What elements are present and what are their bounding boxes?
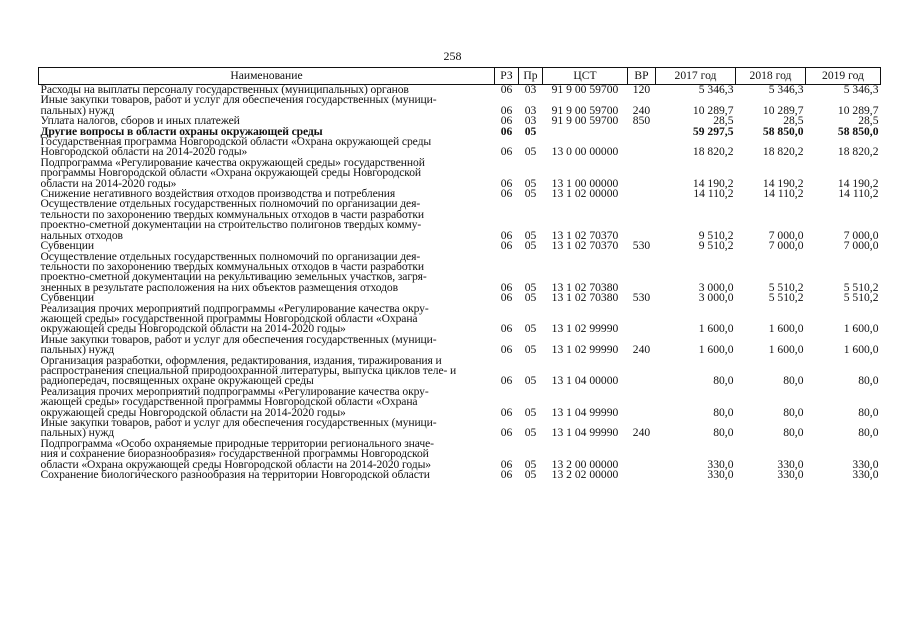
row-pr	[519, 304, 543, 335]
row-rz-text: 06	[500, 322, 513, 336]
row-rz-text: 06	[500, 374, 513, 388]
row-rz-text: 06	[500, 405, 513, 419]
row-vr-text: 120	[632, 83, 651, 96]
row-cst-text: 13 1 02 70380	[551, 280, 619, 294]
row-value-2018-text: 14 110,2	[763, 187, 804, 201]
row-pr	[519, 137, 543, 158]
row-value-2017	[656, 439, 736, 470]
row-name-text: Осуществление отдельных государственных полномочий по организации дея- тельности по захоронению твердых коммунальных отходов в части разработки проектно-сметной документации на строительство полигонов твердых комму- нальных отходов	[40, 197, 425, 242]
row-pr-text: 05	[524, 145, 537, 159]
header-cst: ЦСТ	[543, 68, 628, 85]
row-name-text: Иные закупки товаров, работ и услуг для обеспечения государственных (муници- пальных) нужд	[40, 416, 437, 440]
row-name	[39, 95, 495, 116]
table-row	[39, 418, 881, 439]
row-value-2019-text: 14 190,2	[837, 176, 879, 190]
table-row	[39, 199, 881, 241]
row-cst	[543, 335, 628, 356]
row-value-2018-text: 1 600,0	[768, 343, 804, 357]
row-value-2018-text: 10 289,7	[762, 103, 804, 117]
row-pr	[519, 356, 543, 387]
row-value-2018-text: 80,0	[783, 405, 804, 419]
row-value-2017-text: 14 190,2	[692, 176, 734, 190]
row-vr	[628, 158, 656, 189]
table-row	[39, 335, 881, 356]
row-vr-text: 240	[632, 426, 651, 440]
row-pr-text: 05	[524, 280, 537, 294]
row-value-2017	[656, 85, 736, 96]
row-rz	[495, 470, 519, 480]
row-value-2019	[806, 293, 881, 303]
row-value-2017	[656, 158, 736, 189]
row-rz	[495, 293, 519, 303]
row-name-text: Подпрограмма «Особо охраняемые природные территории регионального значе- ния и сохранение биоразнообразия» государственной программы Новгородской области «Охрана окружающей среды Новгородской области на 2014-2020 годы»	[40, 436, 434, 471]
row-cst-text: 13 1 02 70370	[551, 228, 619, 242]
header-vr: ВР	[628, 68, 656, 85]
row-value-2017-text: 18 820,2	[692, 145, 734, 159]
row-cst-text: 13 2 00 00000	[551, 457, 619, 471]
row-value-2018-text: 330,0	[777, 457, 804, 471]
row-value-2018-text: 28,5	[783, 114, 804, 128]
row-value-2019	[806, 470, 881, 480]
row-pr-text: 05	[524, 322, 537, 336]
row-value-2019-text: 5 510,2	[843, 291, 879, 305]
row-vr	[628, 418, 656, 439]
row-value-2019	[806, 241, 881, 251]
row-rz-text: 06	[500, 103, 513, 117]
row-cst	[543, 199, 628, 241]
row-pr	[519, 124, 543, 138]
row-name	[39, 137, 495, 158]
row-value-2017-text: 14 110,2	[693, 187, 734, 201]
row-value-2017-text: 80,0	[713, 426, 734, 440]
row-pr	[519, 189, 543, 199]
row-value-2017-text: 9 510,2	[698, 239, 734, 253]
row-value-2018-text: 7 000,0	[768, 228, 804, 242]
row-name	[39, 199, 495, 241]
header-pr: Пр	[519, 68, 543, 85]
row-rz-text: 06	[500, 280, 513, 294]
row-rz	[495, 199, 519, 241]
row-pr-text: 05	[524, 124, 537, 138]
row-name-text: Осуществление отдельных государственных полномочий по организации дея- тельности по захоронению твердых коммунальных отходов в части разработки проектно-сметной документации на рекультивацию земельных участков, загря- зненных в результате расположения на них объектов размещения отходов	[40, 249, 427, 294]
row-value-2017	[656, 387, 736, 418]
row-name	[39, 353, 495, 388]
row-pr-text: 05	[524, 374, 537, 388]
row-pr	[519, 252, 543, 294]
row-value-2017	[656, 293, 736, 303]
row-value-2018-text: 58 850,0	[762, 124, 804, 138]
row-rz-text: 06	[500, 114, 513, 128]
row-value-2018-text: 14 190,2	[762, 176, 804, 190]
row-value-2019	[806, 439, 881, 470]
table-row	[39, 470, 881, 480]
row-value-2019-text: 10 289,7	[837, 103, 879, 117]
row-value-2018	[736, 85, 806, 96]
row-name-text: Расходы на выплаты персоналу государственных (муниципальных) органов	[40, 83, 409, 96]
row-cst-text: 13 1 04 00000	[551, 374, 619, 388]
row-cst-text: 13 1 04 99990	[551, 405, 619, 419]
row-rz	[495, 158, 519, 189]
row-value-2018	[736, 124, 806, 138]
row-cst-text: 91 9 00 59700	[551, 114, 619, 128]
row-pr	[519, 335, 543, 356]
row-value-2018	[736, 241, 806, 251]
row-cst-text: 91 9 00 59700	[551, 103, 619, 117]
row-cst	[543, 95, 628, 116]
row-cst-text: 13 1 00 00000	[551, 176, 619, 190]
row-value-2017-text: 10 289,7	[692, 103, 734, 117]
row-name-text: Субвенции	[40, 239, 94, 253]
row-value-2019	[806, 124, 881, 138]
row-value-2019-text: 5 510,2	[843, 280, 879, 294]
row-pr	[519, 241, 543, 251]
row-cst	[543, 189, 628, 199]
row-rz	[495, 356, 519, 387]
row-name-text: Другие вопросы в области охраны окружающей среды	[40, 124, 323, 138]
row-rz	[495, 418, 519, 439]
row-value-2018	[736, 293, 806, 303]
row-cst	[543, 158, 628, 189]
row-value-2019-text: 7 000,0	[843, 228, 879, 242]
table-row	[39, 439, 881, 470]
row-rz-text: 06	[500, 124, 513, 138]
row-rz	[495, 241, 519, 251]
row-pr	[519, 95, 543, 116]
row-pr	[519, 85, 543, 96]
header-name: Наименование	[39, 68, 495, 85]
row-value-2017-text: 9 510,2	[698, 228, 734, 242]
row-pr-text: 05	[524, 426, 537, 440]
row-cst-text: 13 1 02 70370	[551, 239, 619, 253]
row-rz-text: 06	[500, 468, 513, 482]
row-name	[39, 470, 495, 480]
row-value-2018	[736, 335, 806, 356]
row-rz	[495, 439, 519, 470]
row-pr-text: 05	[524, 176, 537, 190]
row-vr-text: 240	[632, 343, 651, 357]
row-cst	[543, 356, 628, 387]
row-value-2017-text: 330,0	[707, 457, 734, 471]
row-value-2018	[736, 418, 806, 439]
row-value-2018-text: 18 820,2	[762, 145, 804, 159]
row-name-text: Сохранение биологического разнообразия на территории Новгородской области	[40, 468, 430, 482]
row-name-text: Реализация прочих мероприятий подпрограммы «Регулирование качества окру- жающей среды» государственной программы Новгородской области «Охрана окружающей среды Новгородской области на 2014-2020 годы»	[40, 301, 429, 336]
row-value-2017	[656, 241, 736, 251]
row-value-2019	[806, 356, 881, 387]
row-name	[39, 436, 495, 471]
row-name	[39, 384, 495, 419]
row-value-2018	[736, 189, 806, 199]
budget-table	[38, 67, 881, 480]
row-value-2018-text: 7 000,0	[768, 239, 804, 253]
row-value-2018-text: 80,0	[783, 374, 804, 388]
header-rz: РЗ	[495, 68, 519, 85]
row-pr-text: 05	[524, 228, 537, 242]
row-vr	[628, 137, 656, 158]
row-pr-text: 05	[524, 405, 537, 419]
row-vr	[628, 189, 656, 199]
row-value-2017	[656, 470, 736, 480]
row-pr-text: 03	[524, 103, 537, 117]
row-cst	[543, 387, 628, 418]
row-vr	[628, 116, 656, 126]
table-row	[39, 95, 881, 116]
row-rz-text: 06	[500, 343, 513, 357]
row-cst	[543, 439, 628, 470]
row-name-text: Уплата налогов, сборов и иных платежей	[40, 114, 240, 128]
row-pr	[519, 387, 543, 418]
table-row	[39, 304, 881, 335]
row-vr	[628, 252, 656, 294]
row-name-text: Иные закупки товаров, работ и услуг для обеспечения государственных (муници- пальных) нужд	[40, 93, 437, 117]
row-value-2018	[736, 252, 806, 294]
row-rz-text: 06	[500, 145, 513, 159]
row-value-2018-text: 5 510,2	[768, 280, 804, 294]
row-vr	[628, 335, 656, 356]
row-value-2019	[806, 387, 881, 418]
row-rz-text: 06	[500, 83, 513, 96]
row-name-text: Субвенции	[40, 291, 94, 305]
row-value-2017-text: 80,0	[713, 374, 734, 388]
row-rz-text: 06	[500, 291, 513, 305]
header-2019: 2019 год	[806, 68, 881, 85]
row-value-2018-text: 5 346,3	[768, 83, 804, 96]
row-value-2018-text: 1 600,0	[768, 322, 804, 336]
row-pr	[519, 293, 543, 303]
row-vr-text: 850	[632, 114, 651, 128]
row-vr-text: 530	[632, 291, 651, 305]
row-rz-text: 06	[500, 176, 513, 190]
row-vr-text: 530	[632, 239, 651, 253]
row-value-2017	[656, 418, 736, 439]
row-cst	[543, 127, 628, 137]
row-value-2019	[806, 85, 881, 96]
row-value-2019	[806, 95, 881, 116]
row-value-2018-text: 330,0	[777, 468, 804, 482]
header-2018: 2018 год	[736, 68, 806, 85]
row-vr	[628, 356, 656, 387]
row-pr	[519, 470, 543, 480]
row-pr-text: 03	[524, 83, 537, 96]
row-value-2017-text: 3 000,0	[698, 280, 734, 294]
row-value-2019-text: 28,5	[858, 114, 879, 128]
row-value-2017-text: 5 346,3	[698, 83, 734, 96]
row-value-2017-text: 1 600,0	[698, 322, 734, 336]
row-cst	[543, 293, 628, 303]
row-value-2017	[656, 304, 736, 335]
row-cst-text: 13 1 04 99990	[551, 426, 619, 440]
row-pr	[519, 158, 543, 189]
row-value-2018	[736, 387, 806, 418]
row-vr	[628, 439, 656, 470]
row-value-2019	[806, 189, 881, 199]
row-vr	[628, 85, 656, 96]
row-value-2019	[806, 418, 881, 439]
row-name	[39, 301, 495, 336]
row-name	[39, 155, 495, 190]
row-value-2018	[736, 439, 806, 470]
row-rz	[495, 387, 519, 418]
row-rz	[495, 304, 519, 335]
row-value-2017	[656, 95, 736, 116]
table-row	[39, 158, 881, 189]
row-pr-text: 05	[524, 187, 537, 201]
row-cst	[543, 304, 628, 335]
row-vr	[628, 127, 656, 137]
row-value-2019	[806, 137, 881, 158]
row-value-2018	[736, 356, 806, 387]
row-value-2019	[806, 304, 881, 335]
row-pr-text: 05	[524, 343, 537, 357]
row-value-2019	[806, 199, 881, 241]
row-vr-text: 240	[632, 103, 651, 117]
row-vr	[628, 304, 656, 335]
row-value-2019-text: 80,0	[858, 426, 879, 440]
row-name-text: Подпрограмма «Регулирование качества окружающей среды» государственной программы Новгородской области «Охрана окружающей среды Новгородской области на 2014-2020 годы»	[40, 155, 425, 190]
row-value-2019-text: 58 850,0	[837, 124, 879, 138]
table-row	[39, 252, 881, 294]
row-rz-text: 06	[500, 239, 513, 253]
row-value-2018	[736, 95, 806, 116]
row-value-2018	[736, 199, 806, 241]
row-value-2017-text: 59 297,5	[692, 124, 734, 138]
row-pr-text: 05	[524, 457, 537, 471]
row-value-2017-text: 28,5	[713, 114, 734, 128]
row-cst	[543, 116, 628, 126]
row-value-2019	[806, 335, 881, 356]
table-header-row	[39, 68, 881, 85]
row-value-2018	[736, 158, 806, 189]
row-rz	[495, 252, 519, 294]
row-vr	[628, 199, 656, 241]
row-value-2019-text: 80,0	[858, 405, 879, 419]
row-value-2019-text: 1 600,0	[843, 322, 879, 336]
row-value-2017	[656, 356, 736, 387]
row-value-2017	[656, 137, 736, 158]
row-rz	[495, 85, 519, 96]
row-cst-text: 13 1 02 70380	[551, 291, 619, 305]
row-value-2017	[656, 335, 736, 356]
table-row	[39, 137, 881, 158]
row-vr	[628, 241, 656, 251]
row-value-2018	[736, 137, 806, 158]
row-rz	[495, 124, 519, 138]
row-value-2019-text: 5 346,3	[843, 83, 879, 96]
row-value-2019-text: 1 600,0	[843, 343, 879, 357]
row-value-2018	[736, 470, 806, 480]
row-cst-text: 13 1 02 00000	[551, 187, 619, 201]
row-rz	[495, 335, 519, 356]
row-value-2019-text: 330,0	[852, 457, 879, 471]
header-2017: 2017 год	[656, 68, 736, 85]
page-number: 258	[443, 49, 462, 63]
row-vr	[628, 293, 656, 303]
row-value-2019-text: 14 110,2	[838, 187, 879, 201]
row-cst	[543, 252, 628, 294]
row-value-2017	[656, 189, 736, 199]
row-value-2018	[736, 304, 806, 335]
row-value-2018-text: 5 510,2	[768, 291, 804, 305]
row-pr-text: 05	[524, 291, 537, 305]
row-rz-text: 06	[500, 426, 513, 440]
row-cst-text: 13 1 02 99990	[551, 322, 619, 336]
row-name-text: Реализация прочих мероприятий подпрограммы «Регулирование качества окру- жающей среды» государственной программы Новгородской области «Охрана окружающей среды Новгородской области на 2014-2020 годы»	[40, 384, 429, 419]
row-name-text: Иные закупки товаров, работ и услуг для обеспечения государственных (муници- пальных) нужд	[40, 332, 437, 357]
row-value-2019-text: 18 820,2	[837, 145, 879, 159]
row-pr-text: 05	[524, 468, 537, 482]
table-row	[39, 387, 881, 418]
row-cst	[543, 241, 628, 251]
row-pr	[519, 439, 543, 470]
row-value-2019	[806, 158, 881, 189]
row-cst	[543, 418, 628, 439]
row-name	[39, 332, 495, 357]
row-value-2017-text: 330,0	[707, 468, 734, 482]
row-name	[39, 418, 495, 439]
row-cst-text: 13 2 02 00000	[551, 468, 619, 482]
row-name-text: Государственная программа Новгородской области «Охрана окружающей среды Новгородской области на 2014-2020 годы»	[40, 135, 432, 159]
row-rz-text: 06	[500, 228, 513, 242]
row-cst	[543, 470, 628, 480]
row-name-text: Снижение негативного воздействия отходов производства и потребления	[40, 187, 396, 201]
row-value-2017	[656, 199, 736, 241]
row-value-2019-text: 330,0	[852, 468, 879, 482]
row-pr-text: 03	[524, 114, 537, 128]
row-value-2019-text: 7 000,0	[843, 239, 879, 253]
row-vr	[628, 95, 656, 116]
row-value-2018-text: 80,0	[783, 426, 804, 440]
row-cst	[543, 137, 628, 158]
row-vr	[628, 387, 656, 418]
row-cst-text: 13 0 00 00000	[551, 145, 619, 159]
row-rz	[495, 189, 519, 199]
row-pr	[519, 199, 543, 241]
row-value-2017-text: 1 600,0	[698, 343, 734, 357]
row-name	[39, 249, 495, 294]
row-cst-text: 91 9 00 59700	[551, 83, 619, 96]
row-value-2019-text: 80,0	[858, 374, 879, 388]
row-pr-text: 05	[524, 239, 537, 253]
row-rz	[495, 137, 519, 158]
row-vr	[628, 470, 656, 480]
row-cst	[543, 85, 628, 96]
row-rz	[495, 95, 519, 116]
row-pr	[519, 418, 543, 439]
row-value-2017-text: 80,0	[713, 405, 734, 419]
row-value-2019	[806, 252, 881, 294]
row-value-2017-text: 3 000,0	[698, 291, 734, 305]
row-value-2017	[656, 124, 736, 138]
row-cst-text: 13 1 02 99990	[551, 343, 619, 357]
row-value-2017	[656, 252, 736, 294]
row-name-text: Организация разработки, оформления, редактирования, издания, тиражирования и распространения специальной природоохранной литературы, выпуска циклов теле- и радиопередач, посвященных охране окружающей среды	[40, 353, 457, 388]
table-row	[39, 356, 881, 387]
row-rz-text: 06	[500, 457, 513, 471]
row-rz-text: 06	[500, 187, 513, 201]
